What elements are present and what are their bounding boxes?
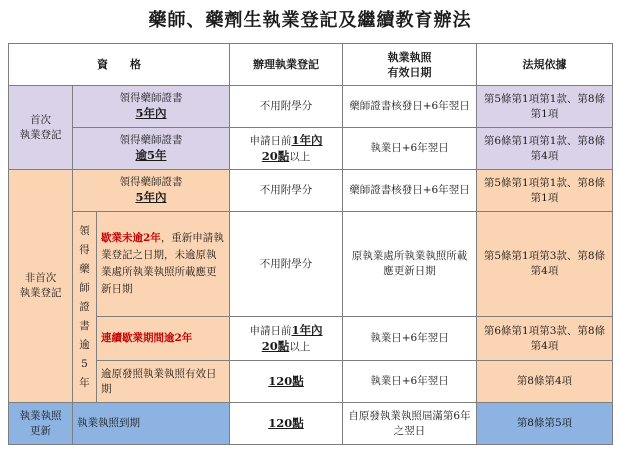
validity-cell: 自原發執業執照屆滿第6年之翌日 — [343, 403, 477, 445]
validity-cell: 原執業處所執業執照所載應更新日期 — [343, 212, 477, 317]
validity-cell: 藥師證書核發日+6年翌日 — [343, 170, 477, 212]
qualification-cell: 領得藥師證書 5年內 — [73, 86, 230, 128]
qualification-cell: 執業執照到期 — [73, 403, 230, 445]
basis-cell: 第5條第1項第1款、第8條第1項 — [477, 86, 613, 128]
table-row — [9, 361, 613, 403]
table-row — [9, 170, 613, 212]
header-validity: 執業執照 有效日期 — [343, 44, 477, 86]
header-handling: 辦理執業登記 — [230, 44, 343, 86]
basis-cell: 第6條第1項第3款、第8條第4項 — [477, 317, 613, 361]
category-first-registration: 首次 執業登記 — [9, 86, 73, 170]
basis-cell: 第6條第1項第1款、第8條第4項 — [477, 128, 613, 170]
table-row — [9, 212, 613, 317]
qualification-cell: 領得藥師證書 逾5年 — [73, 128, 230, 170]
handling-cell: 120點 — [230, 361, 343, 403]
validity-cell: 執業日+6年翌日 — [343, 128, 477, 170]
validity-cell: 執業日+6年翌日 — [343, 317, 477, 361]
validity-cell: 執業日+6年翌日 — [343, 361, 477, 403]
handling-cell: 不用附學分 — [230, 170, 343, 212]
qualification-cell: 歇業未逾2年，重新申請執業登記之日期，未逾原執業處所執業執照所載應更新日期 — [97, 212, 230, 317]
category-nonfirst-registration: 非首次 執業登記 — [9, 170, 73, 403]
table-row — [9, 317, 613, 361]
basis-cell: 第5條第1項第1款、第8條第1項 — [477, 170, 613, 212]
table-row — [9, 128, 613, 170]
handling-cell: 不用附學分 — [230, 86, 343, 128]
qualification-cell: 連續歇業期間逾2年 — [97, 317, 230, 361]
basis-cell: 第5條第1項第3款、第8條第4項 — [477, 212, 613, 317]
qualification-cell: 逾原發照執業執照有效日期 — [97, 361, 230, 403]
basis-cell: 第8條第5項 — [477, 403, 613, 445]
registration-table — [8, 43, 613, 445]
handling-cell: 120點 — [230, 403, 343, 445]
handling-cell: 申請日前1年內 20點以上 — [230, 128, 343, 170]
header-row — [9, 44, 613, 86]
header-qualification: 資 格 — [9, 44, 230, 86]
header-legal-basis: 法規依據 — [477, 44, 613, 86]
validity-cell: 藥師證書核發日+6年翌日 — [343, 86, 477, 128]
qualification-cell: 領得藥師證書 5年內 — [73, 170, 230, 212]
table-row — [9, 86, 613, 128]
vertical-qualification-label: 領 得 藥 師 證 書 逾 5 年 — [73, 212, 97, 403]
handling-cell: 申請日前1年內 20點以上 — [230, 317, 343, 361]
category-license-renewal: 執業執照 更新 — [9, 403, 73, 445]
table-row — [9, 403, 613, 445]
handling-cell: 不用附學分 — [230, 212, 343, 317]
basis-cell: 第8條第4項 — [477, 361, 613, 403]
page-title: 藥師、藥劑生執業登記及繼續教育辦法 — [148, 10, 472, 31]
